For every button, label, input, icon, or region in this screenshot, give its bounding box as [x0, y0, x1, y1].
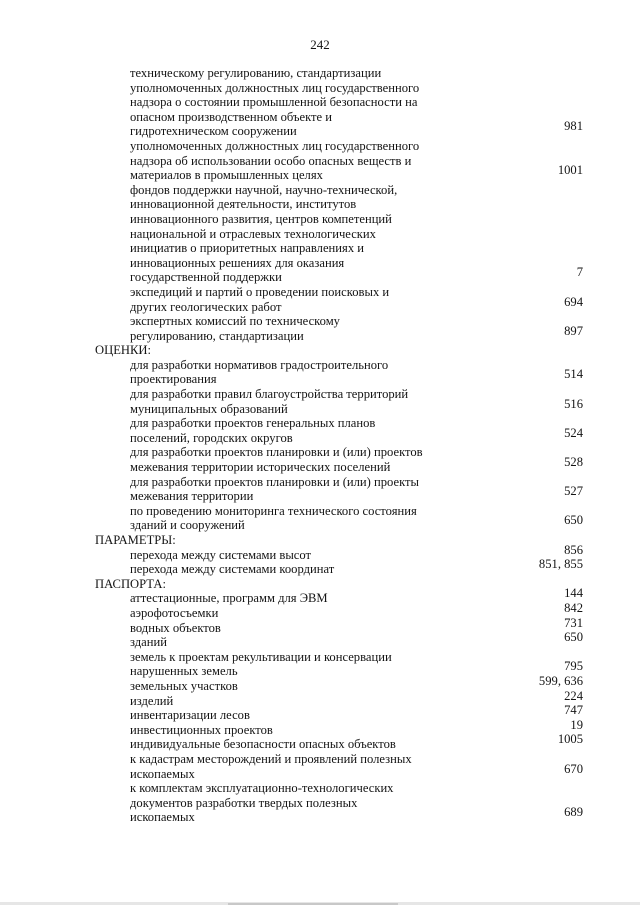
index-entry	[0, 752, 640, 767]
entry-text: фондов поддержки научной, научно-технической,	[130, 182, 398, 197]
index-entry	[0, 154, 640, 169]
index-entry	[0, 781, 640, 796]
page-reference: 897	[564, 323, 583, 338]
entry-text: экспертных комиссий по техническому	[130, 314, 340, 329]
entry-text: ископаемых	[130, 766, 195, 781]
index-heading	[0, 343, 640, 358]
page-reference: 981	[564, 119, 583, 134]
entry-text: инвестиционных проектов	[130, 722, 273, 737]
index-entry	[0, 732, 640, 752]
index-entry	[0, 256, 640, 271]
entry-text: уполномоченных должностных лиц государственного	[130, 138, 420, 153]
entry-text: инновационной деятельности, институтов	[130, 197, 357, 212]
page-reference: 795	[564, 659, 583, 674]
entry-text: к кадастрам месторождений и проявлений полезных	[130, 751, 412, 766]
page-reference: 528	[564, 455, 583, 470]
index-heading	[0, 533, 640, 548]
entry-text: нарушенных земель	[130, 664, 238, 679]
entry-text: изделий	[130, 693, 174, 708]
heading-text: ПАРАМЕТРЫ:	[95, 533, 176, 547]
index-entry	[0, 630, 640, 650]
index-entry	[0, 396, 640, 417]
page-reference: 516	[564, 396, 583, 411]
entry-text: к комплектам эксплуатационно-технологических	[130, 781, 394, 796]
page-reference: 19	[570, 717, 583, 732]
page-number: 242	[310, 37, 330, 52]
index-entry	[0, 139, 640, 154]
entry-text: гидротехническом сооружении	[130, 124, 297, 139]
entry-text: опасном производственном объекте и	[130, 109, 333, 124]
entry-text: для разработки проектов планировки и (или) проектов	[130, 445, 423, 460]
page-reference: 856	[564, 542, 583, 557]
index-entry	[0, 805, 640, 825]
index-entry	[0, 163, 640, 183]
index-entry	[0, 416, 640, 431]
entry-text: земельных участков	[130, 678, 238, 693]
entry-text: других геологических работ	[130, 299, 282, 314]
index-entry	[0, 265, 640, 285]
index-entry	[0, 197, 640, 212]
entry-text: надзора о состоянии промышленной безопасности на	[130, 95, 418, 110]
index-entry	[0, 455, 640, 475]
entry-text: межевания территории	[130, 489, 254, 504]
entry-text: перехода между системами высот	[130, 547, 312, 562]
index-entry	[0, 484, 640, 504]
index-entry	[0, 475, 640, 490]
page-reference: 650	[564, 513, 583, 528]
entry-text: государственной поддержки	[130, 270, 282, 285]
index-entry	[0, 425, 640, 446]
entry-text: проектирования	[130, 372, 217, 387]
entry-text: по проведению мониторинга технического состояния	[130, 503, 417, 518]
index-entry	[0, 717, 640, 738]
page-reference: 670	[564, 761, 583, 776]
page-reference: 514	[564, 367, 583, 382]
entry-text: индивидуальные безопасности опасных объектов	[130, 737, 396, 752]
entry-text: для разработки проектов планировки и (или) проекты	[130, 474, 420, 489]
index-entry	[0, 796, 640, 811]
page-reference: 851, 855	[538, 557, 583, 572]
index-entry	[0, 586, 640, 606]
heading-text: ОЦЕНКИ:	[95, 343, 151, 358]
page-reference: 144	[564, 586, 583, 601]
entry-text: техническому регулированию, стандартизации	[130, 66, 382, 80]
index-entry	[0, 212, 640, 227]
page-reference: 689	[564, 805, 583, 820]
index-entry	[0, 81, 640, 96]
index-entry	[0, 504, 640, 519]
page-reference: 7	[576, 265, 583, 280]
entry-text: для разработки проектов генеральных планов	[130, 416, 376, 431]
page-reference: 224	[564, 688, 583, 703]
index-entry	[0, 314, 640, 329]
index-entry	[0, 761, 640, 782]
entry-text: зданий и сооружений	[130, 518, 245, 533]
entry-text: инновационного развития, центров компетенций	[130, 211, 392, 226]
index-entry	[0, 688, 640, 709]
entry-text: надзора об использовании особо опасных веществ и	[130, 153, 412, 168]
index-entry	[0, 600, 640, 621]
page-reference: 842	[564, 600, 583, 615]
index-entry	[0, 615, 640, 636]
index-entry	[0, 95, 640, 110]
index-entry	[0, 445, 640, 460]
entry-text: муниципальных образований	[130, 401, 288, 416]
index-entry	[0, 241, 640, 256]
index-entry	[0, 557, 640, 577]
index-entry	[0, 513, 640, 533]
index-entry	[0, 285, 640, 300]
index-entry	[0, 110, 640, 125]
index-entry	[0, 650, 640, 665]
page-reference: 527	[564, 484, 583, 499]
entry-text: поселений, городских округов	[130, 430, 293, 445]
entry-text: аттестационные, программ для ЭВМ	[130, 591, 328, 606]
index-entry	[0, 119, 640, 139]
page-reference: 524	[564, 425, 583, 440]
entry-text: инновационных решениях для оказания	[130, 255, 345, 270]
entry-text: зданий	[130, 635, 167, 650]
entry-text: национальной и отраслевых технологических	[130, 226, 376, 241]
entry-text: материалов в промышленных целях	[130, 168, 323, 183]
entry-text: земель к проектам рекультивации и консервации	[130, 649, 392, 664]
entry-text: межевания территории исторических поселений	[130, 460, 391, 475]
entry-text: экспедиций и партий о проведении поисковых и	[130, 284, 390, 299]
index-entry	[0, 227, 640, 242]
index-entry	[0, 66, 640, 81]
index-entry	[0, 323, 640, 344]
page-reference: 1001	[557, 163, 583, 178]
page-reference: 747	[564, 703, 583, 718]
page-reference: 694	[564, 294, 583, 309]
index-entry	[0, 294, 640, 315]
index-entry	[0, 183, 640, 198]
entry-text: инициатив о приоритетных направлениях и	[130, 241, 364, 256]
entry-text: аэрофотосъемки	[130, 605, 219, 620]
entry-text: регулированию, стандартизации	[130, 328, 304, 343]
entry-text: перехода между системами координат	[130, 562, 335, 577]
entry-text: ископаемых	[130, 810, 195, 825]
entry-text: документов разработки твердых полезных	[130, 795, 358, 810]
index-entry	[0, 673, 640, 694]
index-heading	[0, 577, 640, 592]
entry-text: водных объектов	[130, 620, 221, 635]
entry-text: инвентаризации лесов	[130, 708, 250, 723]
index-entry	[0, 387, 640, 402]
heading-text: ПАСПОРТА:	[95, 576, 166, 591]
page-reference: 1005	[557, 732, 583, 747]
entry-text: уполномоченных должностных лиц государственного	[130, 80, 420, 95]
entry-text: для разработки нормативов градостроительного	[130, 357, 389, 372]
entry-text: для разработки правил благоустройства территорий	[130, 387, 409, 402]
index-entry	[0, 703, 640, 723]
index-entry	[0, 358, 640, 373]
page-reference: 731	[564, 615, 583, 630]
page-reference: 599, 636	[538, 673, 583, 688]
subject-index	[0, 66, 640, 825]
index-entry	[0, 367, 640, 387]
page-reference: 650	[564, 630, 583, 645]
